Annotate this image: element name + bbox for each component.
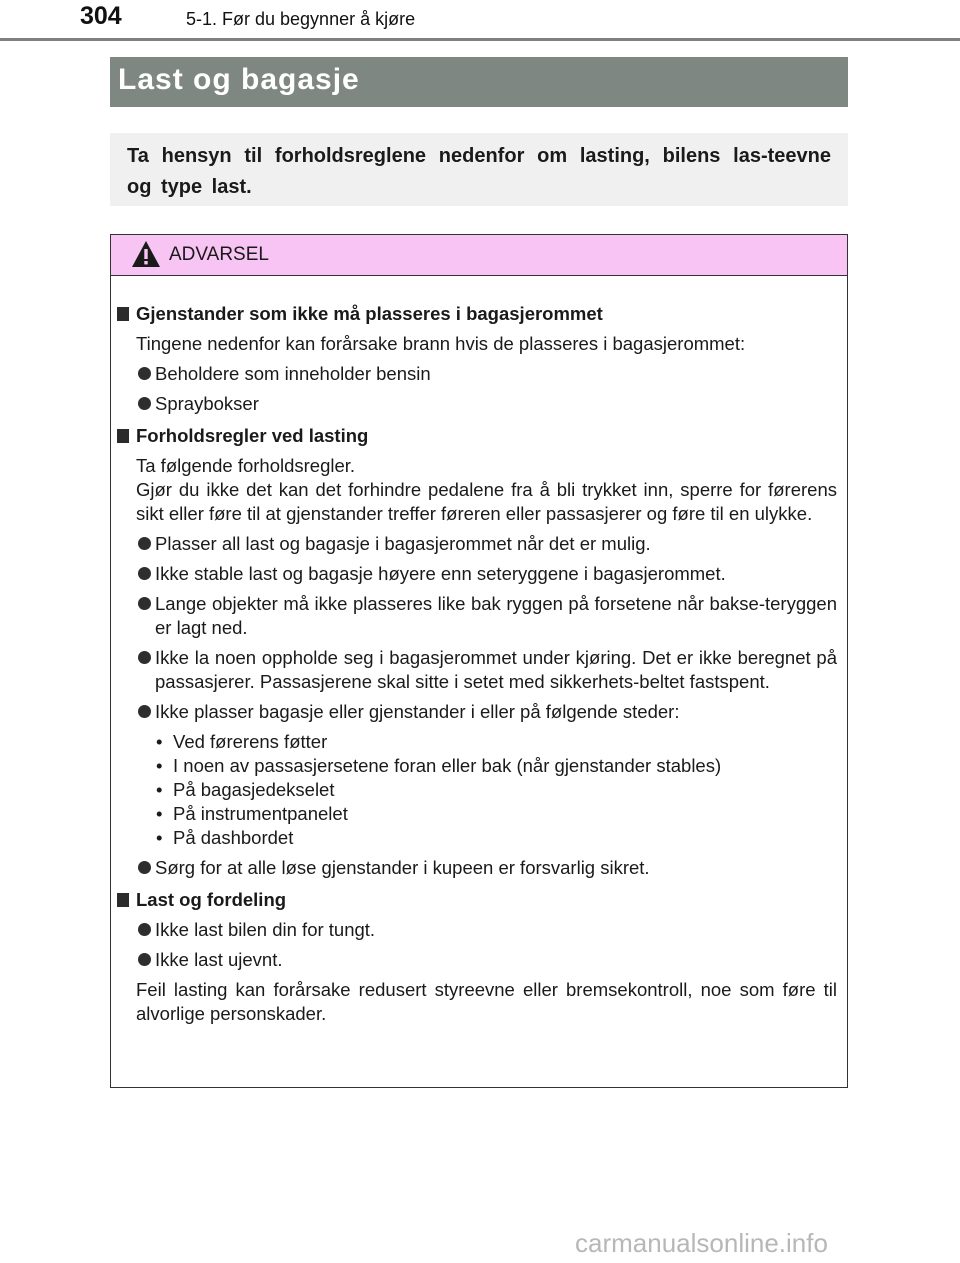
round-bullet-icon <box>138 861 151 874</box>
sub-list <box>136 730 837 850</box>
warning-header <box>111 235 847 276</box>
warning-box <box>110 234 848 1088</box>
section-heading <box>136 424 837 448</box>
round-bullet-icon <box>138 567 151 580</box>
list-item <box>136 856 837 880</box>
sub-list-item: • På dashbordet <box>156 827 294 848</box>
list-item-text: Ikke last ujevnt. <box>155 949 283 970</box>
list-item <box>136 948 837 972</box>
list-item-text: Sørg for at alle løse gjenstander i kupeen er forsvarlig sikret. <box>155 857 650 878</box>
list-item-text: Beholdere som inneholder bensin <box>155 363 431 384</box>
list-item <box>136 392 837 416</box>
round-bullet-icon <box>138 923 151 936</box>
square-bullet-icon <box>117 893 129 907</box>
paragraph: Feil lasting kan forårsake redusert styreevne eller bremsekontroll, noe som føre til alvorlige personskader. <box>136 979 837 1024</box>
sub-list-item-text: På bagasjedekselet <box>173 779 335 800</box>
list-item-text: Ikke last bilen din for tungt. <box>155 919 376 940</box>
sub-list-item: • I noen av passasjersetene foran eller bak (når gjenstander stables) <box>156 755 722 776</box>
list-item <box>136 592 837 640</box>
sub-list-item-text: I noen av passasjersetene foran eller bak (når gjenstander stables) <box>173 755 722 776</box>
list-item-text: Plasser all last og bagasje i bagasjerommet når det er mulig. <box>155 533 651 554</box>
sub-list-item-text: Ved førerens føtter <box>173 731 328 752</box>
round-bullet-icon <box>138 651 151 664</box>
sub-list-item: • På instrumentpanelet <box>156 803 348 824</box>
header-rule <box>0 38 960 41</box>
square-bullet-icon <box>117 307 129 321</box>
round-bullet-icon <box>138 367 151 380</box>
round-bullet-icon <box>138 537 151 550</box>
warning-label: ADVARSEL <box>169 244 269 265</box>
sub-list-item: • Ved førerens føtter <box>156 731 328 752</box>
paragraph: Ta følgende forholdsregler. <box>136 455 356 476</box>
section-heading <box>136 888 837 912</box>
page-header <box>0 0 960 40</box>
list-item <box>136 918 837 942</box>
list-item-text: Ikke la noen oppholde seg i bagasjerommet under kjøring. Det er ikke beregnet på passasjerer. Passasjerene skal sitte i setet med sikkerhets-beltet fastspent. <box>155 647 837 692</box>
title-bar <box>110 57 848 107</box>
section-heading-text: Gjenstander som ikke må plasseres i bagasjerommet <box>136 303 603 324</box>
list-item-text: Spraybokser <box>155 393 259 414</box>
list-item <box>136 700 837 724</box>
warning-triangle-icon <box>131 240 161 268</box>
section-heading <box>136 302 837 326</box>
list-item-text: Lange objekter må ikke plasseres like bak ryggen på forsetene når bakse-teryggen er lagt ned. <box>155 593 837 638</box>
page-title: Last og bagasje <box>118 63 360 96</box>
warning-body <box>111 276 847 1026</box>
page-number: 304 <box>80 2 122 30</box>
sub-list-item-text: På instrumentpanelet <box>173 803 348 824</box>
section-heading-text: Forholdsregler ved lasting <box>136 425 369 446</box>
square-bullet-icon <box>117 429 129 443</box>
section-label: 5-1. Før du begynner å kjøre <box>186 9 416 29</box>
list-item <box>136 362 837 386</box>
watermark: carmanualsonline.info <box>575 1228 828 1258</box>
sub-list-item: • På bagasjedekselet <box>156 779 335 800</box>
round-bullet-icon <box>138 397 151 410</box>
sub-list-item-text: På dashbordet <box>173 827 294 848</box>
paragraph: Gjør du ikke det kan det forhindre pedalene fra å bli trykket inn, sperre for førerens sikt eller føre til at gjenstander treffer føreren eller passasjerer og føre til en ulykke. <box>136 479 837 524</box>
round-bullet-icon <box>138 597 151 610</box>
paragraph: Tingene nedenfor kan forårsake brann hvis de plasseres i bagasjerommet: <box>136 333 746 354</box>
list-item <box>136 562 837 586</box>
round-bullet-icon <box>138 705 151 718</box>
list-item-text: Ikke plasser bagasje eller gjenstander i eller på følgende steder: <box>155 701 680 722</box>
section-heading-text: Last og fordeling <box>136 889 287 910</box>
intro-box <box>110 133 848 206</box>
list-item <box>136 646 837 694</box>
list-item <box>136 532 837 556</box>
round-bullet-icon <box>138 953 151 966</box>
list-item-text: Ikke stable last og bagasje høyere enn seteryggene i bagasjerommet. <box>155 563 726 584</box>
intro-text: Ta hensyn til forholdsreglene nedenfor om lasting, bilens las-teevne og type last. <box>127 145 831 198</box>
